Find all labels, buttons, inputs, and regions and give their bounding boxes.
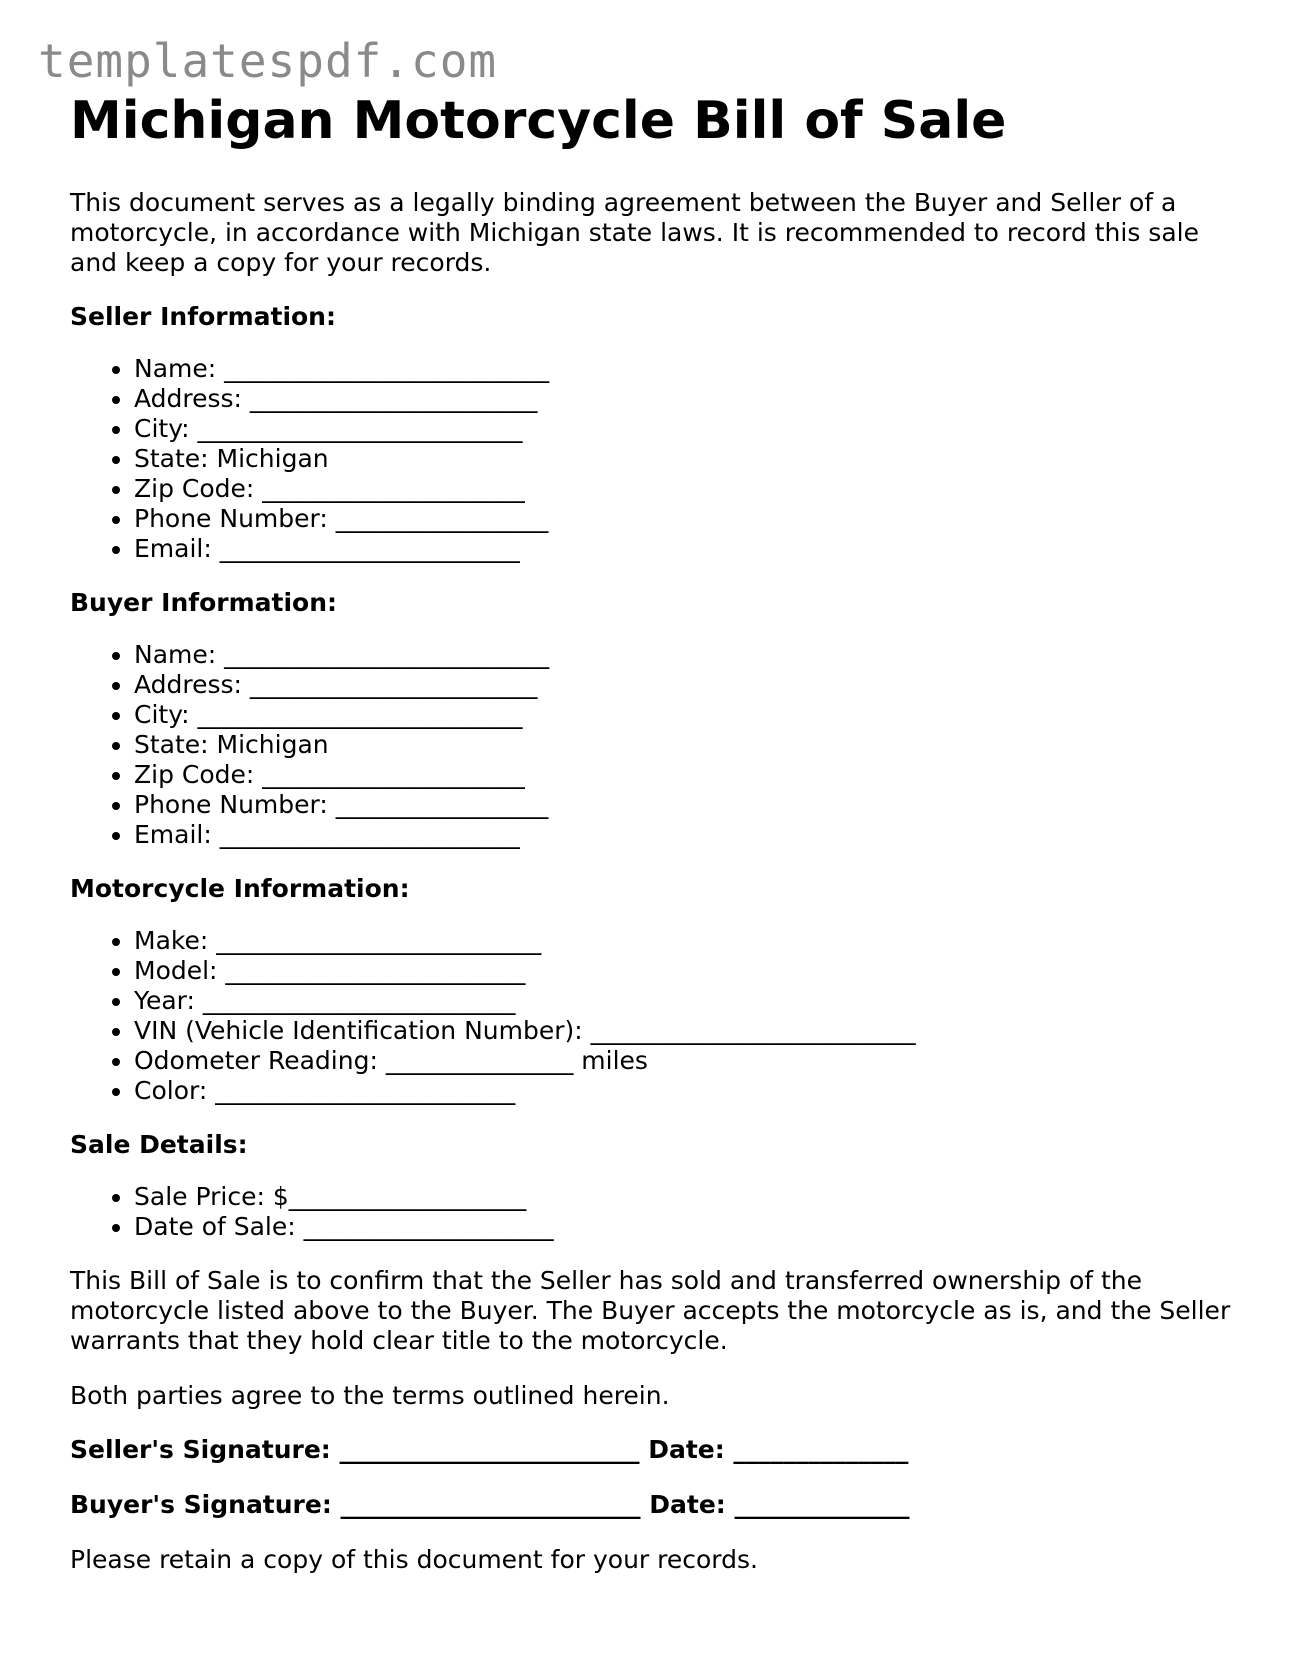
sale-heading: Sale Details: bbox=[70, 1130, 248, 1159]
buyer-state-field: • State: Michigan bbox=[134, 730, 1250, 760]
model-field: • Model: ________________________ bbox=[134, 956, 1250, 986]
buyer-signature-line: Buyer's Signature: ________________________ Date: ______________ bbox=[70, 1490, 910, 1519]
year-field: • Year: _________________________ bbox=[134, 986, 1250, 1016]
seller-zip-field: • Zip Code: _____________________ bbox=[134, 474, 1250, 504]
closing-paragraph: This Bill of Sale is to confirm that the Seller has sold and transferred ownership of the motorcycle listed above to the Buyer. The Buyer accepts the motorcycle as is, and the Seller warrants that they hold clear title to the motorcycle. bbox=[70, 1266, 1231, 1355]
buyer-phone-field: • Phone Number: _________________ bbox=[134, 790, 1250, 820]
motorcycle-list bbox=[70, 926, 1250, 1106]
seller-phone-field: • Phone Number: _________________ bbox=[134, 504, 1250, 534]
vin-field: • VIN (Vehicle Identification Number): __________________________ bbox=[134, 1016, 1250, 1046]
watermark: templatespdf.com bbox=[38, 34, 498, 88]
sale-list bbox=[70, 1182, 1250, 1242]
buyer-address-field: • Address: _______________________ bbox=[134, 670, 1250, 700]
make-field: • Make: __________________________ bbox=[134, 926, 1250, 956]
seller-list bbox=[70, 354, 1250, 564]
color-field: • Color: ________________________ bbox=[134, 1076, 1250, 1106]
buyer-heading: Buyer Information: bbox=[70, 588, 338, 617]
sale-price-field: • Sale Price: $___________________ bbox=[134, 1182, 1250, 1212]
intro-paragraph: This document serves as a legally binding agreement between the Buyer and Seller of a motorcycle, in accordance with Michigan state laws. It is recommended to record this sale and keep a copy for your records. bbox=[70, 188, 1199, 277]
retain-note: Please retain a copy of this document for your records. bbox=[70, 1545, 758, 1574]
motorcycle-heading: Motorcycle Information: bbox=[70, 874, 410, 903]
seller-name-field: • Name: __________________________ bbox=[134, 354, 1250, 384]
document-page bbox=[70, 90, 1250, 1575]
odometer-field: • Odometer Reading: _______________ miles bbox=[134, 1046, 1250, 1076]
seller-heading: Seller Information: bbox=[70, 302, 336, 331]
seller-signature-line: Seller's Signature: ________________________ Date: ______________ bbox=[70, 1435, 909, 1464]
seller-state-field: • State: Michigan bbox=[134, 444, 1250, 474]
page-title: Michigan Motorcycle Bill of Sale bbox=[70, 91, 1007, 151]
sale-date-field: • Date of Sale: ____________________ bbox=[134, 1212, 1250, 1242]
buyer-name-field: • Name: __________________________ bbox=[134, 640, 1250, 670]
agreement-statement: Both parties agree to the terms outlined herein. bbox=[70, 1381, 670, 1410]
buyer-email-field: • Email: ________________________ bbox=[134, 820, 1250, 850]
buyer-zip-field: • Zip Code: _____________________ bbox=[134, 760, 1250, 790]
buyer-city-field: • City: __________________________ bbox=[134, 700, 1250, 730]
seller-city-field: • City: __________________________ bbox=[134, 414, 1250, 444]
seller-address-field: • Address: _______________________ bbox=[134, 384, 1250, 414]
seller-email-field: • Email: ________________________ bbox=[134, 534, 1250, 564]
buyer-list bbox=[70, 640, 1250, 850]
